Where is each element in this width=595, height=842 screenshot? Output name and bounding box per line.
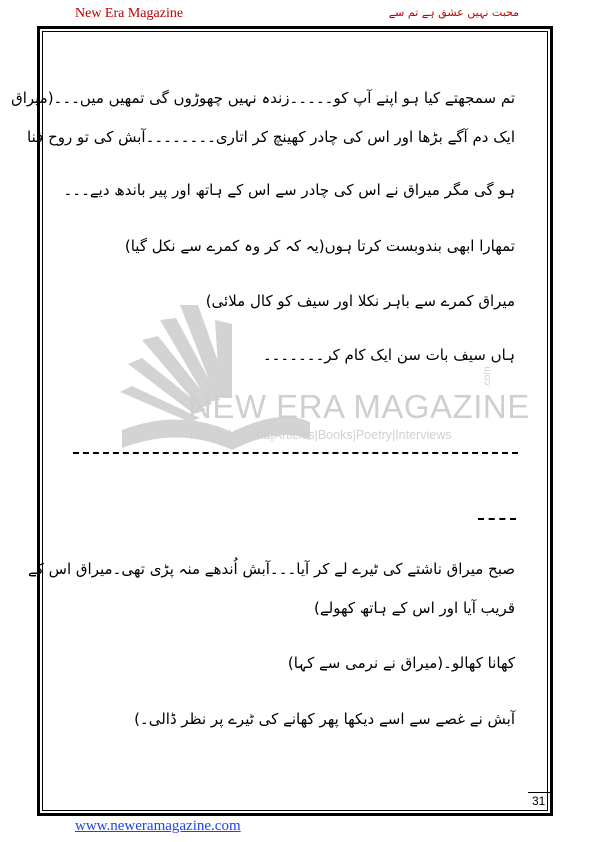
watermark-subtitle: Novels|Afsana|Articles|Books|Poetry|Interviews: [190, 428, 452, 442]
body-line: قریب آیا اور اس کے ہاتھ کھولے): [314, 599, 515, 617]
body-line: ہو گی مگر میراق نے اس کی چادر سے اس کے ہاتھ اور پیر باندھ دیے۔۔۔: [63, 181, 515, 199]
website-link[interactable]: www.neweramagazine.com: [75, 818, 241, 834]
section-divider: [73, 452, 518, 454]
body-line: ایک دم آگے بڑھا اور اس کی چادر کھینچ کر اتاری۔۔۔۔۔۔۔۔آبش کی تو روح فنا: [27, 128, 515, 146]
body-line: میراق کمرے سے باہر نکلا اور سیف کو کال ملائی): [205, 292, 515, 310]
body-line: صبح میراق ناشتے کی ٹیرے لے کر آیا۔۔۔آبش اُندھے منہ پڑی تھی۔میراق اس کے: [27, 560, 515, 578]
magazine-name: New Era Magazine: [75, 6, 184, 21]
body-line: کھانا کھالو۔(میراق نے نرمی سے کہا): [287, 654, 515, 672]
body-line: تم سمجھتے کیا ہو اپنے آپ کو۔۔۔۔۔زندہ نہیں چھوڑوں گی تمھیں میں۔۔۔(میراق: [11, 89, 515, 107]
watermark: [120, 300, 530, 460]
page-number: 31: [532, 794, 546, 808]
body-line: ہاں سیف بات سن ایک کام کر۔۔۔۔۔۔۔: [262, 346, 515, 364]
body-line: آبش نے غصے سے اسے دیکھا پھر کھانے کی ٹیرے پر نظر ڈالی۔): [134, 710, 515, 728]
body-line: تمھارا ابھی بندوبست کرتا ہوں(یہ کہ کر وہ کمرے سے نکل گیا): [124, 237, 515, 255]
watermark-title: NEW ERA MAGAZINE: [188, 388, 530, 425]
watermark-domain-suffix: .com: [482, 366, 493, 388]
section-divider-short: [478, 518, 516, 520]
story-title: محبت نہیں عشق ہے تم سے: [388, 6, 519, 19]
page-number-rule: [528, 792, 550, 793]
